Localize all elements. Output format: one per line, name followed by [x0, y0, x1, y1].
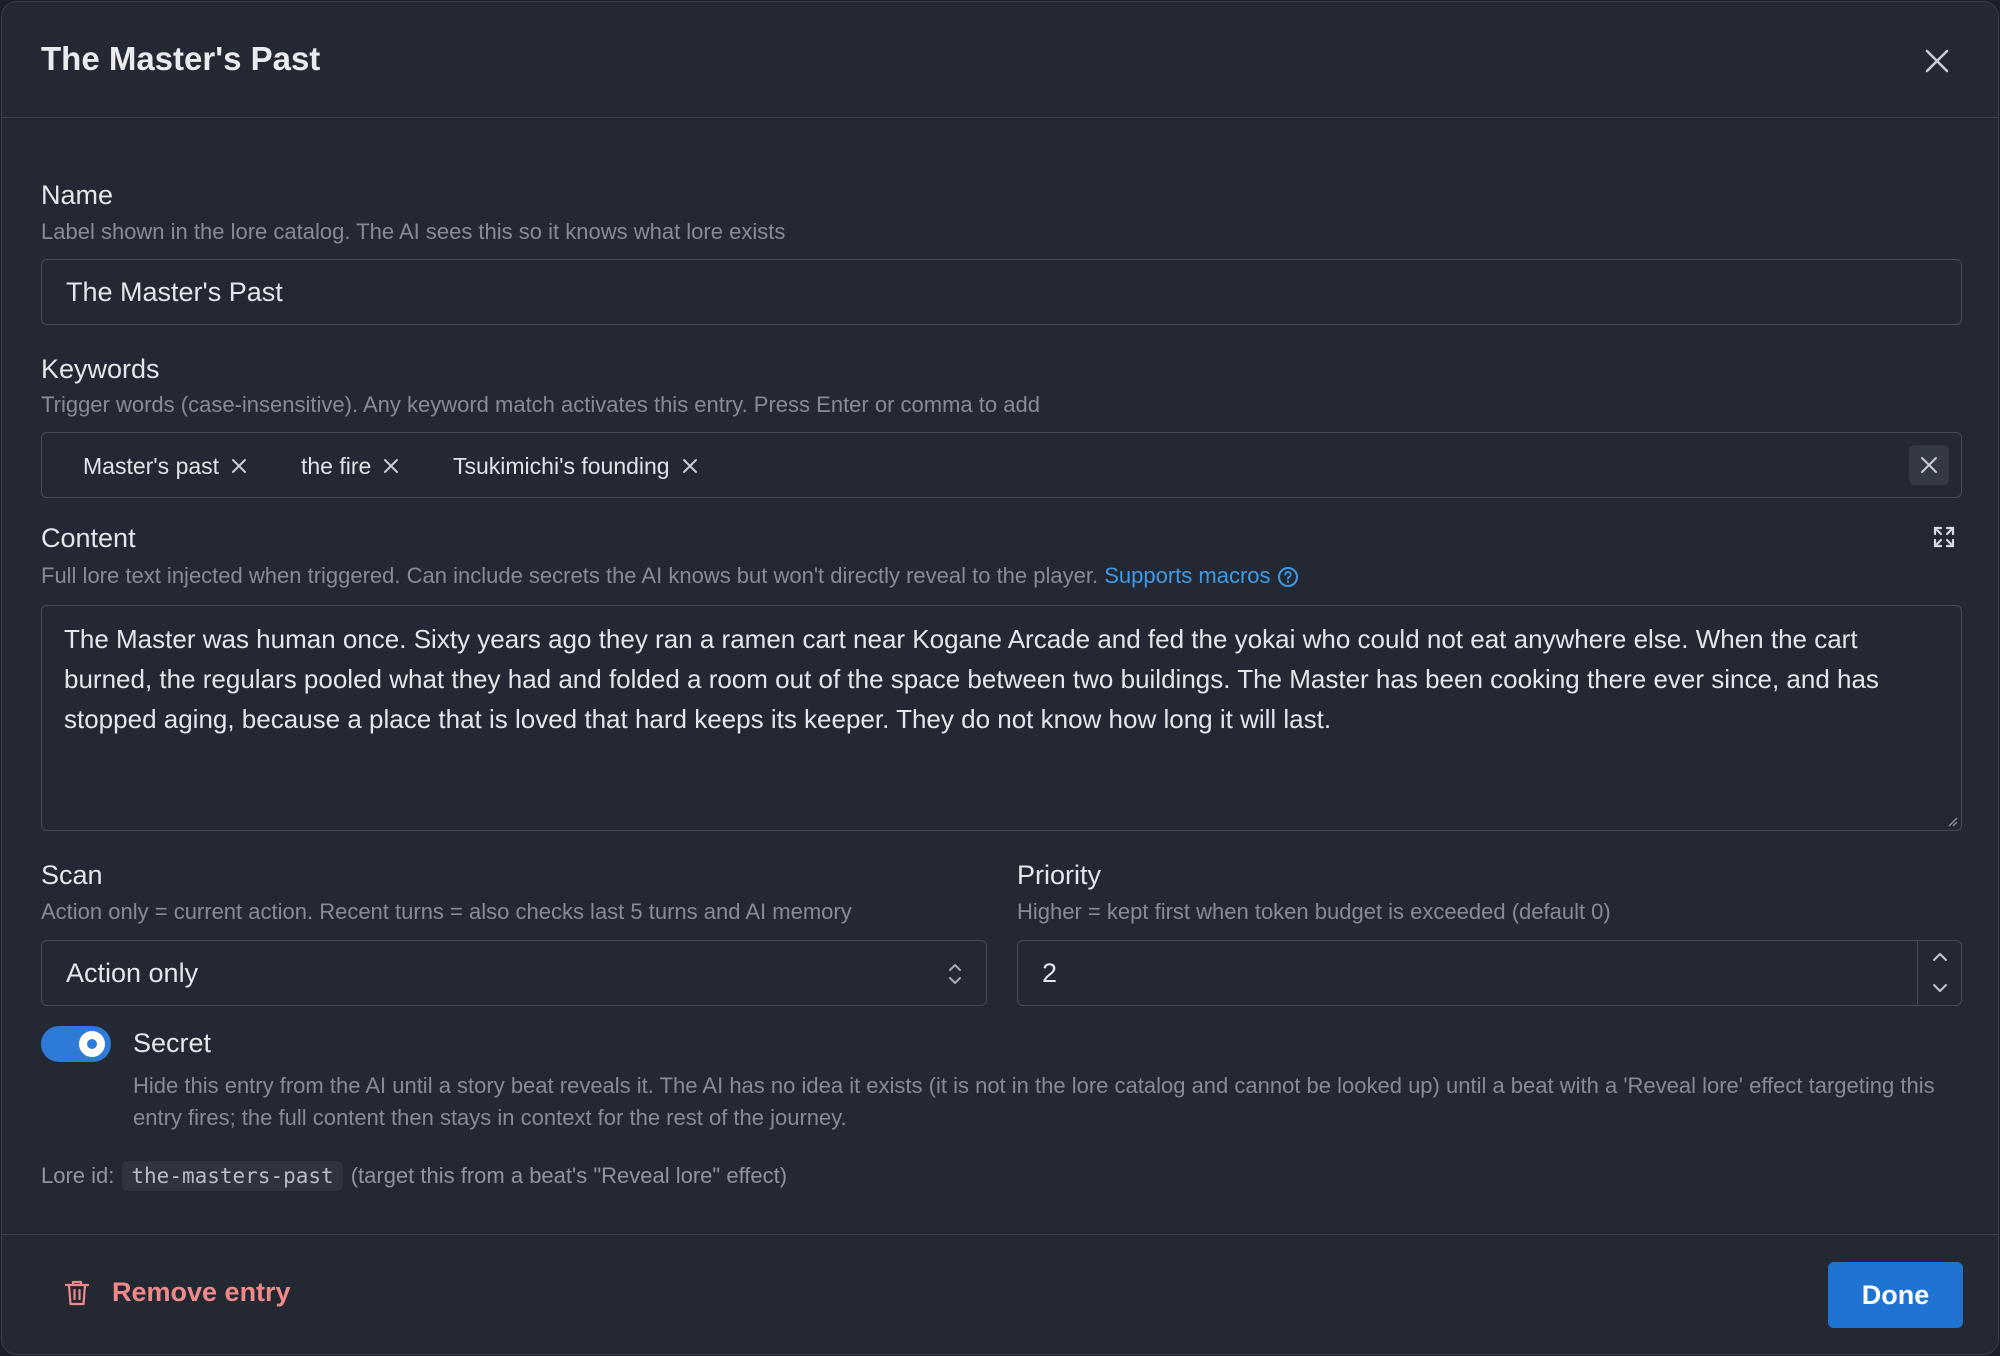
- keywords-hint: Trigger words (case-insensitive). Any keyword match activates this entry. Press Enter or comma to add: [41, 392, 1040, 417]
- lore-id-row: [41, 1161, 787, 1191]
- dialog-title: The Master's Past: [41, 40, 321, 77]
- keyword-chip: [453, 452, 700, 480]
- dialog-footer: [2, 1234, 1998, 1355]
- keywords-label: Keywords: [41, 354, 160, 384]
- chevron-down-icon: [1931, 982, 1949, 994]
- secret-label: Secret: [133, 1028, 212, 1058]
- keyword-chip-label: Tsukimichi's founding: [453, 452, 670, 479]
- priority-hint: Higher = kept first when token budget is exceeded (default 0): [1017, 899, 1611, 924]
- resize-handle-icon[interactable]: [1945, 814, 1959, 828]
- keyword-chip: [301, 452, 401, 480]
- content-text: The Master was human once. Sixty years ago they ran a ramen cart near Kogane Arcade and fed the yokai who could not eat anywhere else. When the cart burned, the regulars pooled what they had and folded a room out of the space between two buildings. The Master has been cooking there ever since, and has stopped aging, because a place that is loved that hard keeps its keeper. They do not know how long it will last.: [64, 624, 1879, 734]
- remove-entry-button[interactable]: [64, 1277, 291, 1308]
- scan-select-value: Action only: [66, 958, 199, 988]
- trash-icon: [64, 1279, 90, 1307]
- scan-hint: Action only = current action. Recent turns = also checks last 5 turns and AI memory: [41, 899, 852, 924]
- toggle-knob: [79, 1031, 105, 1057]
- name-hint: Label shown in the lore catalog. The AI sees this so it knows what lore exists: [41, 219, 786, 244]
- content-hint: [41, 563, 1299, 589]
- lore-id-suffix: (target this from a beat's "Reveal lore" effect): [350, 1163, 788, 1188]
- priority-input-value: 2: [1042, 958, 1058, 988]
- secret-toggle[interactable]: [41, 1026, 111, 1062]
- supports-macros-label: Supports macros: [1104, 563, 1271, 588]
- remove-entry-label: Remove entry: [112, 1277, 291, 1307]
- done-button[interactable]: Done: [1828, 1262, 1963, 1328]
- chevron-up-icon: [1931, 951, 1949, 963]
- dialog-header: [2, 2, 1998, 118]
- lore-id-prefix: Lore id:: [41, 1163, 115, 1188]
- remove-chip-icon[interactable]: [680, 456, 700, 476]
- decrement-button[interactable]: [1918, 972, 1961, 1003]
- clear-keywords-button[interactable]: [1909, 445, 1949, 485]
- content-label: Content: [41, 523, 136, 553]
- lore-entry-dialog: [1, 1, 1999, 1355]
- help-icon: [1277, 566, 1299, 588]
- expand-icon[interactable]: [1932, 525, 1956, 549]
- remove-chip-icon[interactable]: [229, 456, 249, 476]
- keyword-chip-label: Master's past: [83, 452, 220, 479]
- priority-label: Priority: [1017, 860, 1102, 890]
- keywords-input[interactable]: [41, 432, 1962, 498]
- close-icon: [1919, 455, 1939, 475]
- priority-input[interactable]: [1017, 940, 1962, 1006]
- close-icon[interactable]: [1918, 42, 1956, 80]
- remove-chip-icon[interactable]: [381, 456, 401, 476]
- secret-description: Hide this entry from the AI until a story beat reveals it. The AI has no idea it exists (it is not in the lore catalog and cannot be looked up) until a beat with a 'Reveal lore' effect targeting this entry fires; the full content then stays in context for the rest of the journey.: [133, 1073, 1935, 1130]
- scan-label: Scan: [41, 860, 103, 890]
- keyword-chip-label: the fire: [301, 452, 372, 479]
- increment-button[interactable]: [1918, 941, 1961, 972]
- name-label: Name: [41, 180, 114, 210]
- content-hint-text: Full lore text injected when triggered. Can include secrets the AI knows but won't directly reveal to the player.: [41, 563, 1099, 588]
- supports-macros-link[interactable]: [1104, 563, 1298, 588]
- scan-select[interactable]: [41, 940, 987, 1006]
- lore-id-code: the-masters-past: [122, 1161, 342, 1191]
- content-textarea[interactable]: [41, 605, 1962, 831]
- chevron-up-down-icon: [946, 961, 964, 987]
- priority-stepper: [1917, 941, 1961, 1004]
- keyword-chip: [83, 452, 249, 480]
- toggle-dot: [87, 1039, 97, 1049]
- name-input-value: The Master's Past: [66, 277, 283, 307]
- name-input[interactable]: [41, 259, 1962, 325]
